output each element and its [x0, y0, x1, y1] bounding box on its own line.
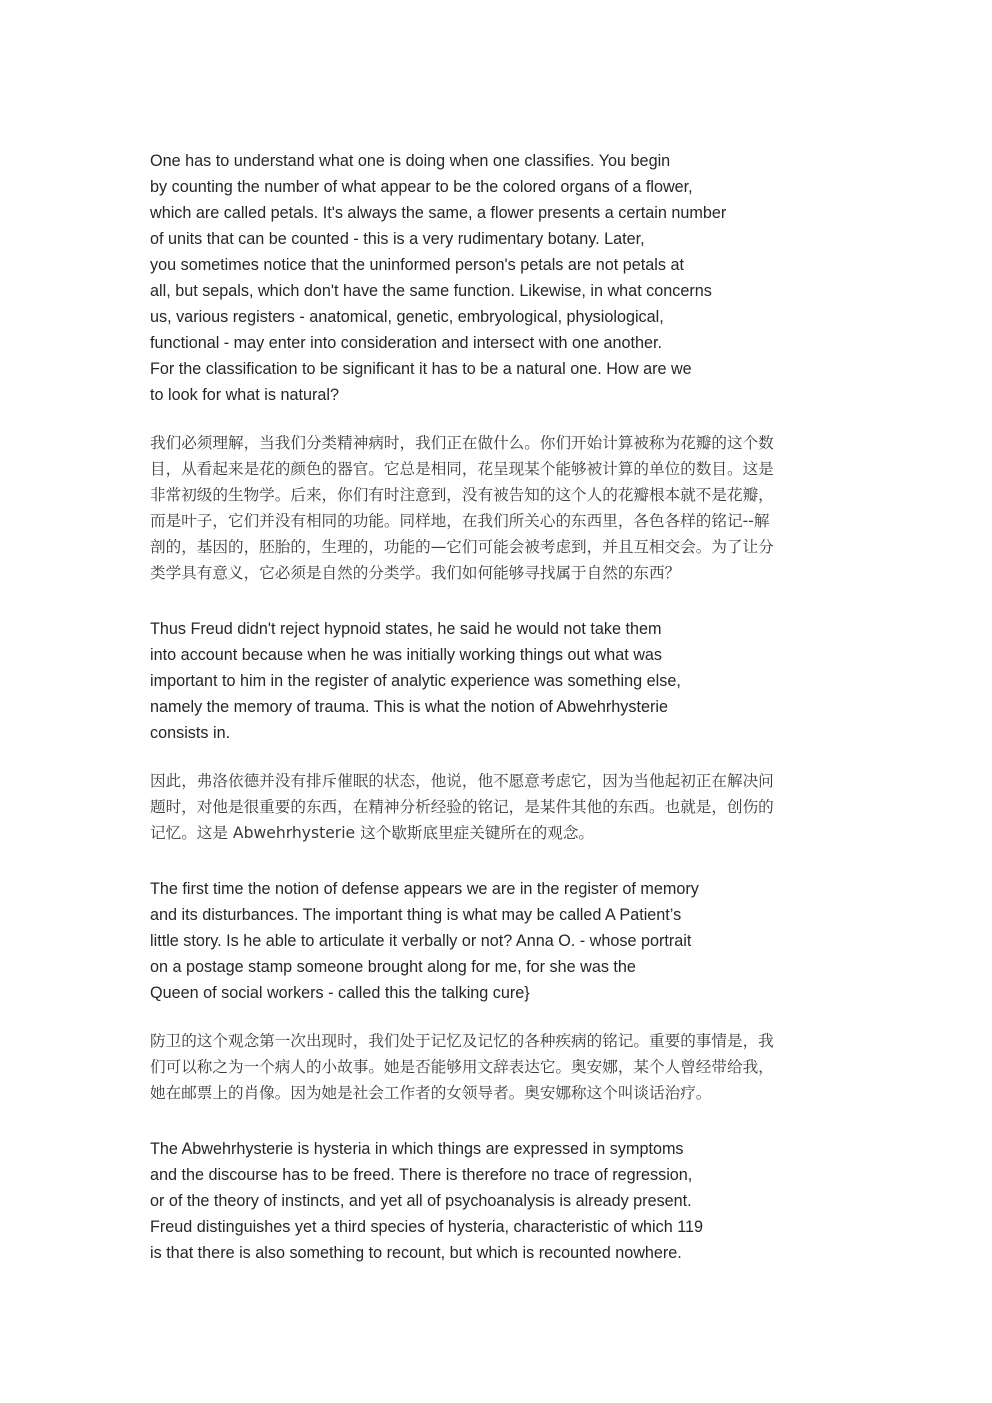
- text-line: Queen of social workers - called this the talking cure}: [150, 984, 530, 1002]
- text-line: 我们必须理解，当我们分类精神病时，我们正在做什么。你们开始计算被称为花瓣的这个数: [150, 434, 774, 452]
- text-line: 防卫的这个观念第一次出现时，我们处于记忆及记忆的各种疾病的铭记。重要的事情是，我: [150, 1032, 774, 1050]
- text-line: on a postage stamp someone brought along for me, for she was the: [150, 958, 636, 976]
- text-line: 剖的，基因的，胚胎的，生理的，功能的—它们可能会被考虑到，并且互相交会。为了让分: [150, 538, 774, 556]
- text-line: namely the memory of trauma. This is what the notion of Abwehrhysterie: [150, 698, 668, 716]
- text-line: into account because when he was initially working things out what was: [150, 646, 662, 664]
- text-line: Thus Freud didn't reject hypnoid states, he said he would not take them: [150, 620, 662, 638]
- paragraph-1-english: [150, 148, 850, 408]
- paragraph-3-english: [150, 616, 850, 746]
- text-line: and its disturbances. The important thing is what may be called A Patient’s: [150, 906, 682, 924]
- text-line: which are called petals. It's always the same, a flower presents a certain number: [150, 204, 727, 222]
- paragraph-7-english: [150, 1136, 850, 1266]
- text-line: 非常初级的生物学。后来，你们有时注意到，没有被告知的这个人的花瓣根本就不是花瓣，: [150, 486, 774, 504]
- text-line: 们可以称之为一个病人的小故事。她是否能够用文辞表达它。奥安娜，某个人曾经带给我，: [150, 1058, 774, 1076]
- text-line: The first time the notion of defense appears we are in the register of memory: [150, 880, 699, 898]
- text-line: you sometimes notice that the uninformed person's petals are not petals at: [150, 256, 684, 274]
- document-page: [150, 148, 850, 1266]
- paragraph-6-chinese: [150, 1028, 844, 1106]
- text-line: 类学具有意义，它必须是自然的分类学。我们如何能够寻找属于自然的东西？: [150, 564, 681, 582]
- text-line: One has to understand what one is doing when one classifies. You begin: [150, 152, 671, 170]
- text-line: is that there is also something to recount, but which is recounted nowhere.: [150, 1244, 682, 1262]
- text-line: The Abwehrhysterie is hysteria in which things are expressed in symptoms: [150, 1140, 684, 1158]
- paragraph-4-chinese: [150, 768, 844, 846]
- text-line: functional - may enter into consideration and intersect with one another.: [150, 334, 663, 352]
- text-line: 而是叶子，它们并没有相同的功能。同样地，在我们所关心的东西里，各色各样的铭记--解: [150, 512, 770, 530]
- text-line: 题时，对他是很重要的东西，在精神分析经验的铭记，是某件其他的东西。也就是，创伤的: [150, 798, 774, 816]
- paragraph-2-chinese: [150, 430, 844, 586]
- text-line: 目，从看起来是花的颜色的器官。它总是相同，花呈现某个能够被计算的单位的数目。这是: [150, 460, 774, 478]
- text-line: all, but sepals, which don't have the same function. Likewise, in what concerns: [150, 282, 712, 300]
- text-line: by counting the number of what appear to be the colored organs of a flower,: [150, 178, 693, 196]
- text-line: Freud distinguishes yet a third species of hysteria, characteristic of which 119: [150, 1218, 704, 1236]
- text-line: of units that can be counted - this is a very rudimentary botany. Later,: [150, 230, 645, 248]
- text-line: and the discourse has to be freed. There is therefore no trace of regression,: [150, 1166, 693, 1184]
- paragraph-5-english: [150, 876, 850, 1006]
- text-line: important to him in the register of analytic experience was something else,: [150, 672, 681, 690]
- text-line: 她在邮票上的肖像。因为她是社会工作者的女领导者。奥安娜称这个叫谈话治疗。: [150, 1084, 712, 1102]
- text-line: consists in.: [150, 724, 231, 742]
- text-line: For the classification to be significant it has to be a natural one. How are we: [150, 360, 692, 378]
- text-line: to look for what is natural?: [150, 386, 339, 404]
- text-line: 记忆。这是 Abwehrhysterie 这个歇斯底里症关键所在的观念。: [150, 824, 595, 842]
- text-line: or of the theory of instincts, and yet all of psychoanalysis is already present.: [150, 1192, 692, 1210]
- text-line: us, various registers - anatomical, genetic, embryological, physiological,: [150, 308, 664, 326]
- text-line: 因此，弗洛依德并没有排斥催眠的状态，他说，他不愿意考虑它，因为当他起初正在解决问: [150, 772, 774, 790]
- text-line: little story. Is he able to articulate it verbally or not? Anna O. - whose portrait: [150, 932, 692, 950]
